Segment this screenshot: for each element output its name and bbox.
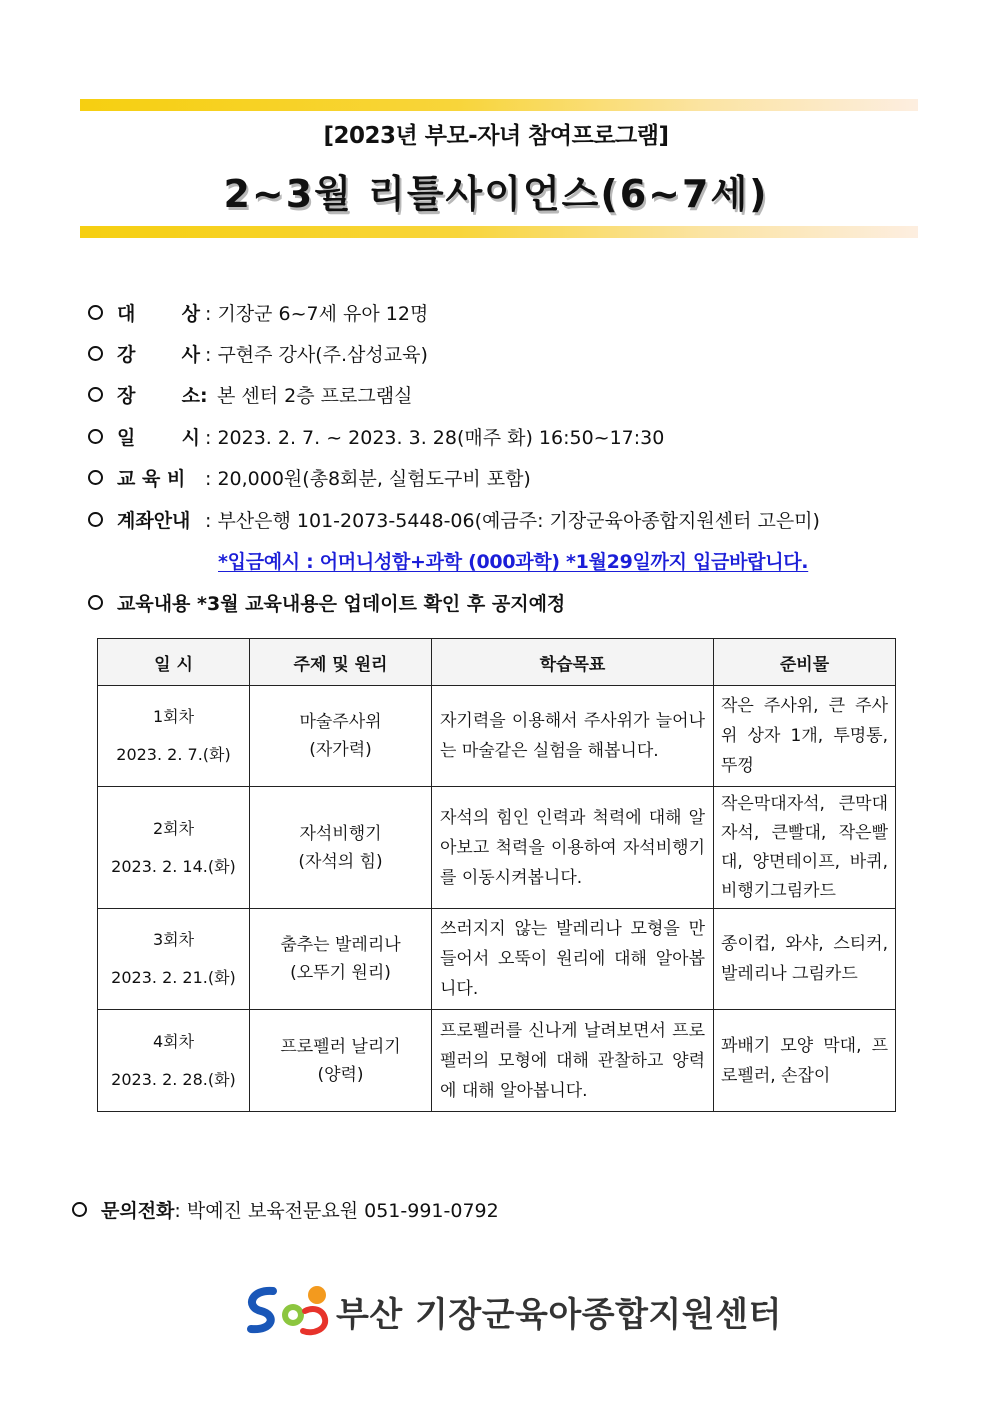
header-bottom-bar [80, 226, 918, 238]
table-header-row [98, 639, 896, 686]
center-logo-icon [243, 1281, 333, 1337]
cell-topic [250, 686, 432, 787]
info-fee [88, 466, 968, 492]
column-header-goal: 학습목표 [432, 639, 714, 686]
bullet-circle-icon [88, 470, 103, 485]
info-account [88, 508, 968, 534]
info-label: 교 육 비 [117, 468, 186, 490]
info-target [88, 301, 968, 327]
header-top-bar [80, 99, 918, 111]
bullet-circle-icon [88, 512, 103, 527]
session-number: 2회차 [152, 818, 195, 838]
info-label: 대 상 [117, 303, 201, 325]
topic-principle: (양력) [317, 1064, 364, 1085]
edu-content-note: *3월 교육내용은 업데이트 확인 후 공지예정 [190, 593, 566, 615]
session-date: 2023. 2. 7.(화) [116, 745, 231, 764]
table-row [98, 686, 896, 787]
info-label: 계좌안내 [117, 510, 191, 532]
session-date: 2023. 2. 14.(화) [111, 856, 236, 876]
info-label: 장 소: [117, 385, 208, 407]
cell-date [98, 909, 250, 1010]
topic-principle: (오뚜기 원리) [290, 963, 391, 983]
table-row [98, 1010, 896, 1112]
center-name: 부산 기장군육아종합지원센터 [336, 1295, 782, 1335]
cell-materials: 꽈배기 모양 막대, 프로펠러, 손잡이 [714, 1010, 896, 1112]
topic-name: 프로펠러 날리기 [280, 1036, 401, 1057]
info-edu-content [88, 591, 968, 617]
cell-materials: 작은 주사위, 큰 주사위 상자 1개, 투명통, 뚜껑 [714, 686, 896, 787]
cell-topic [250, 787, 432, 909]
bullet-circle-icon [72, 1202, 87, 1217]
info-schedule [88, 425, 968, 451]
program-title: 2~3월 리틀사이언스(6~7세) [223, 172, 769, 216]
cell-materials: 작은막대자석, 큰막대자석, 큰빨대, 작은빨대, 양면테이프, 바퀴, 비행기그림카드 [714, 787, 896, 909]
cell-date [98, 1010, 250, 1112]
topic-name: 자석비행기 [299, 823, 382, 844]
session-number: 3회차 [152, 930, 195, 949]
footer-logo [243, 1281, 782, 1337]
info-value: : 2023. 2. 7. ~ 2023. 3. 28(매주 화) 16:50~17:30 [205, 427, 665, 449]
table-row [98, 909, 896, 1010]
bullet-circle-icon [88, 346, 103, 361]
info-instructor [88, 342, 968, 368]
bullet-circle-icon [88, 595, 103, 610]
column-header-date: 일 시 [98, 639, 250, 686]
info-value: : 20,000원(총8회분, 실험도구비 포함) [205, 468, 531, 490]
bullet-circle-icon [88, 429, 103, 444]
schedule-table [97, 638, 896, 1112]
cell-date [98, 787, 250, 909]
cell-date [98, 686, 250, 787]
column-header-topic: 주제 및 원리 [250, 639, 432, 686]
contact-line [72, 1196, 499, 1223]
info-value: : 부산은행 101-2073-5448-06(예금주: 기장군육아종합지원센터 고은미) [205, 510, 820, 532]
topic-principle: (자가력) [309, 740, 372, 760]
cell-goal: 프로펠러를 신나게 날려보면서 프로펠러의 모형에 대해 관찰하고 양력에 대해 알아봅니다. [432, 1010, 714, 1112]
cell-materials: 종이컵, 와샤, 스티커, 발레리나 그림카드 [714, 909, 896, 1010]
cell-goal: 쓰러지지 않는 발레리나 모형을 만들어서 오뚝이 원리에 대해 알아봅니다. [432, 909, 714, 1010]
info-value: : 구현주 강사(주.삼성교육) [205, 344, 428, 366]
session-number: 4회차 [152, 1031, 195, 1051]
cell-topic [250, 909, 432, 1010]
bullet-circle-icon [88, 387, 103, 402]
topic-name: 춤추는 발레리나 [280, 935, 401, 955]
contact-label: 문의전화 [101, 1200, 175, 1222]
table-row [98, 787, 896, 909]
info-label: 강 사 [117, 344, 201, 366]
topic-name: 마술주사위 [299, 712, 382, 732]
cell-topic [250, 1010, 432, 1112]
info-value: : 기장군 6~7세 유아 12명 [205, 303, 429, 325]
deposit-note: *입금예시 : 어머니성함+과학 (000과학) *1월29일까지 입금바랍니다. [218, 551, 809, 573]
cell-goal: 자석의 힘인 인력과 척력에 대해 알아보고 척력을 이용하여 자석비행기를 이동시켜봅니다. [432, 787, 714, 909]
session-number: 1회차 [152, 707, 195, 726]
info-location [88, 383, 968, 409]
cell-goal: 자기력을 이용해서 주사위가 늘어나는 마술같은 실험을 해봅니다. [432, 686, 714, 787]
session-date: 2023. 2. 28.(화) [111, 1069, 236, 1089]
session-date: 2023. 2. 21.(화) [111, 968, 236, 987]
edu-content-label: 교육내용 [117, 593, 191, 615]
column-header-materials: 준비물 [714, 639, 896, 686]
topic-principle: (자석의 힘) [298, 851, 383, 872]
info-label: 일 시 [117, 427, 201, 449]
info-value: 본 센터 2층 프로그램실 [211, 385, 413, 407]
bullet-circle-icon [88, 305, 103, 320]
program-subtitle: [2023년 부모-자녀 참여프로그램] [323, 123, 669, 149]
contact-value: : 박예진 보육전문요원 051-991-0792 [174, 1200, 499, 1222]
